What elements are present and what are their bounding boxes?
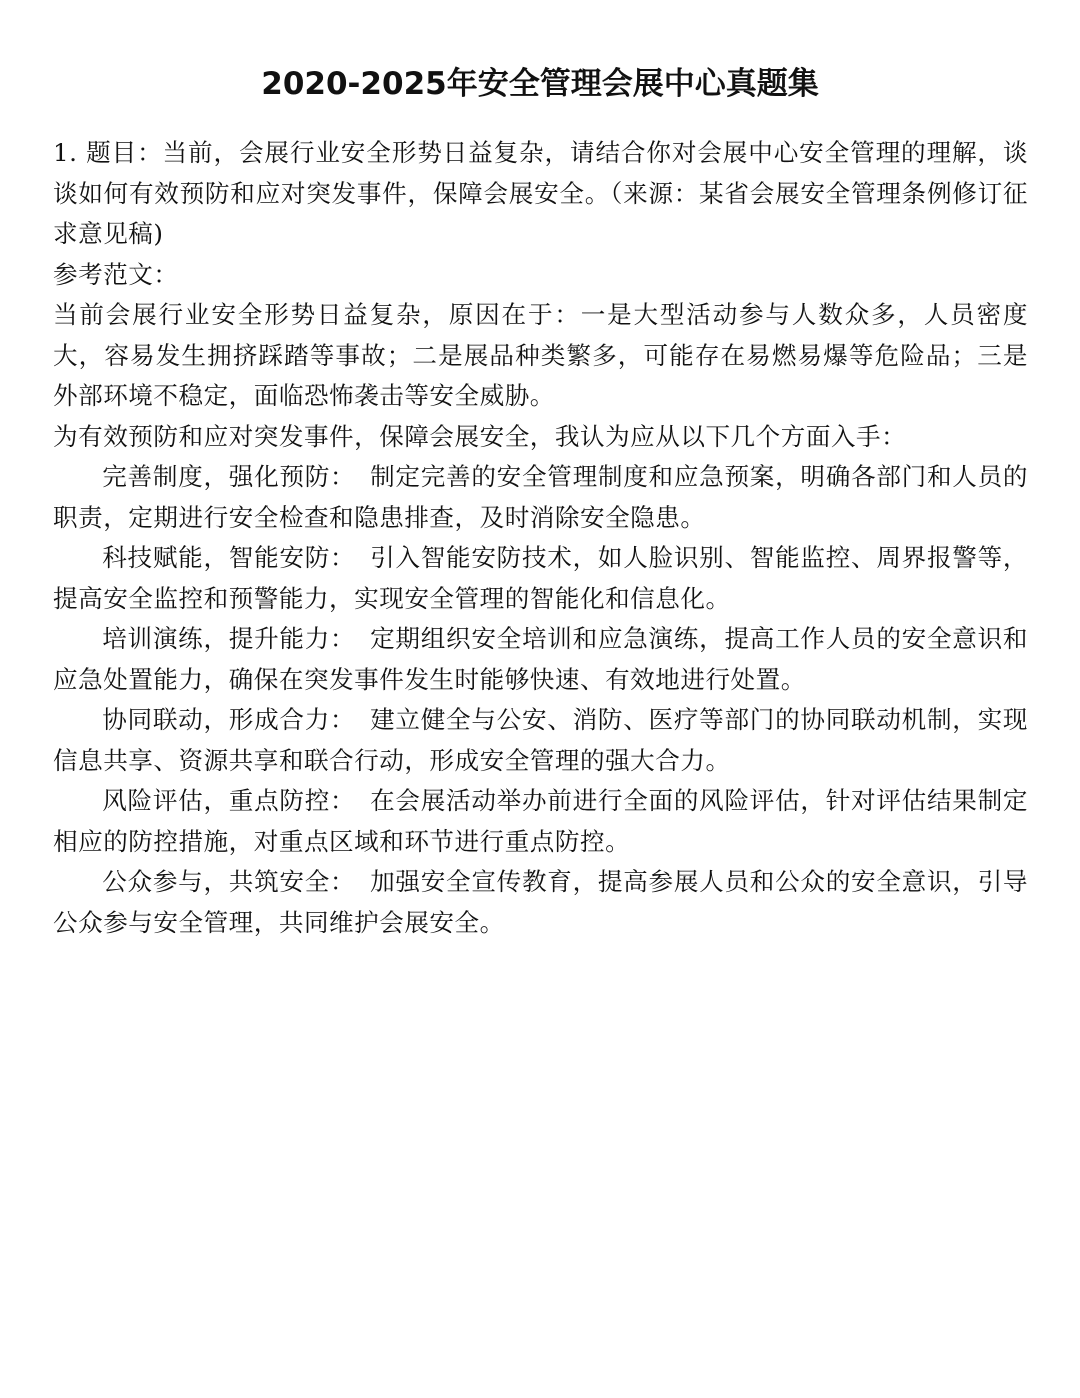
- point-paragraph: [53, 781, 1028, 862]
- question-text: 1. 题目：当前，会展行业安全形势日益复杂，请结合你对会展中心安全管理的理解，谈谈如何有效预防和应对突发事件，保障会展安全。（来源：某省会展安全管理条例修订征求意见稿): [53, 138, 1028, 248]
- point-text: 建立健全与公安、消防、医疗等部门的协同联动机制，实现信息共享、资源共享和联合行动，形成安全管理的强大合力。: [53, 705, 1028, 775]
- intro-paragraph: 当前会展行业安全形势日益复杂，原因在于：一是大型活动参与人数众多，人员密度大，容易发生拥挤踩踏等事故；二是展品种类繁多，可能存在易燃易爆等危险品；三是外部环境不稳定，面临恐怖袭击等安全威胁。: [53, 300, 1028, 410]
- point-heading: 培训演练，提升能力：: [102, 624, 356, 653]
- point-text: 定期组织安全培训和应急演练，提高工作人员的安全意识和应急处置能力，确保在突发事件发生时能够快速、有效地进行处置。: [53, 624, 1028, 694]
- point-text: 加强安全宣传教育，提高参展人员和公众的安全意识，引导公众参与安全管理，共同维护会展安全。: [53, 867, 1028, 937]
- point-heading: 完善制度，强化预防：: [102, 462, 356, 491]
- point-paragraph: [53, 619, 1028, 700]
- point-text: 在会展活动举办前进行全面的风险评估，针对评估结果制定相应的防控措施，对重点区域和环节进行重点防控。: [53, 786, 1028, 856]
- point-heading: 公众参与，共筑安全：: [102, 867, 356, 896]
- point-text: 制定完善的安全管理制度和应急预案，明确各部门和人员的职责，定期进行安全检查和隐患排查，及时消除安全隐患。: [53, 462, 1028, 532]
- point-heading: 风险评估，重点防控：: [102, 786, 356, 815]
- lead-paragraph: 为有效预防和应对突发事件，保障会展安全，我认为应从以下几个方面入手：: [53, 421, 907, 451]
- document-body: [53, 133, 1028, 943]
- point-heading: 协同联动，形成合力：: [102, 705, 356, 734]
- point-heading: 科技赋能，智能安防：: [102, 543, 356, 572]
- point-paragraph: [53, 862, 1028, 943]
- point-paragraph: [53, 457, 1028, 538]
- point-text: 引入智能安防技术，如人脸识别、智能监控、周界报警等，提高安全监控和预警能力，实现安全管理的智能化和信息化。: [53, 543, 1028, 613]
- document-title: 2020-2025年安全管理会展中心真题集: [261, 66, 819, 102]
- reference-label: 参考范文：: [53, 259, 179, 289]
- point-paragraph: [53, 700, 1028, 781]
- point-paragraph: [53, 538, 1028, 619]
